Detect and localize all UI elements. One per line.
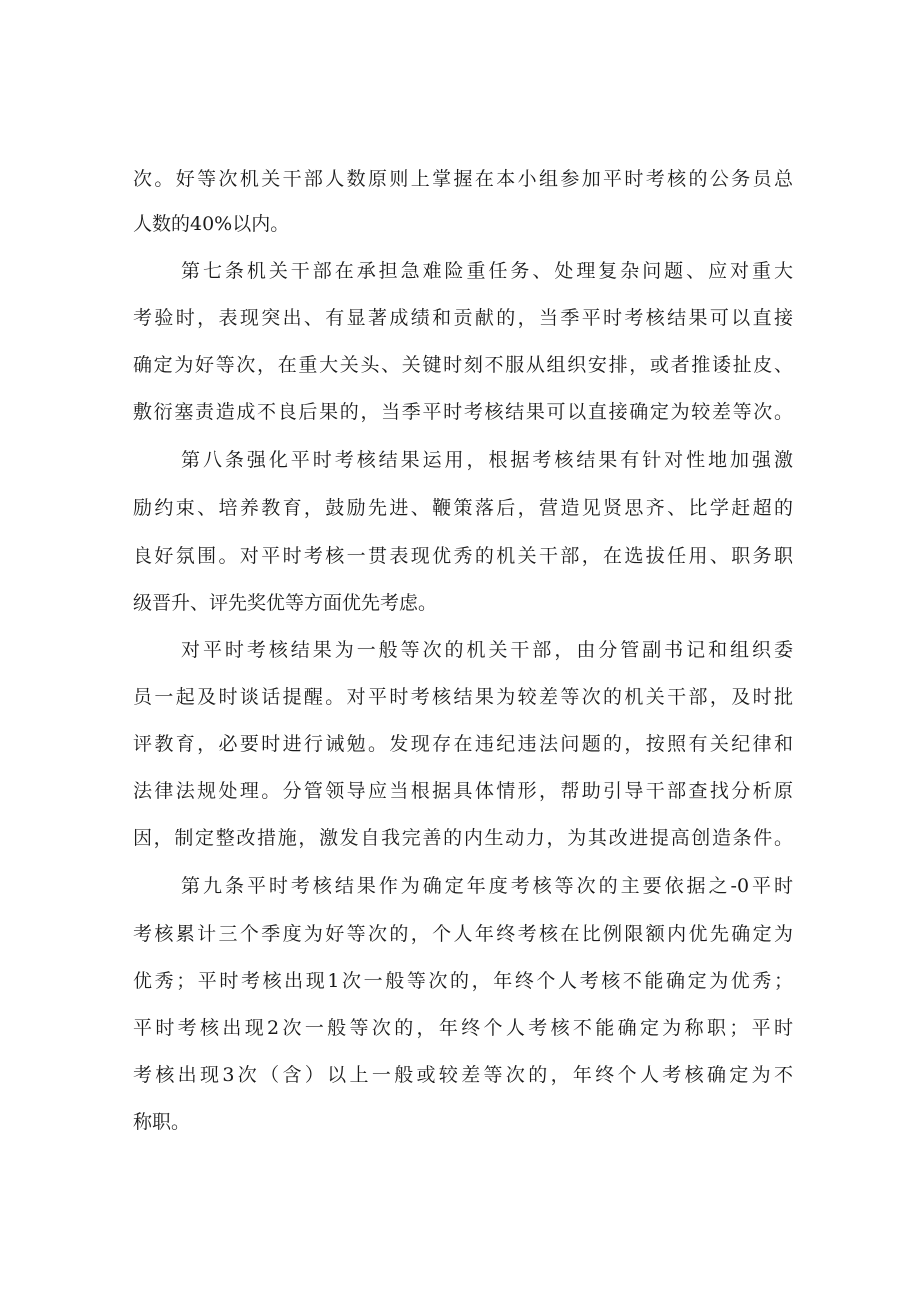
paragraph-line: 良好氛围。对平时考核一贯表现优秀的机关干部，在选拔任用、职务职 — [133, 545, 793, 567]
paragraph-line: 第八条强化平时考核结果运用，根据考核结果有针对性地加强激 — [181, 449, 793, 471]
paragraph-line: 第七条机关干部在承担急难险重任务、处理复杂问题、应对重大 — [181, 260, 793, 282]
paragraph-line: 考核累计三个季度为好等次的，个人年终考核在比例限额内优先确定为 — [133, 923, 793, 945]
paragraph-line: 第九条平时考核结果作为确定年度考核等次的主要依据之-0平时 — [181, 875, 793, 897]
paragraph-line: 级晋升、评先奖优等方面优先考虑。 — [133, 592, 438, 614]
paragraph-line: 评教育，必要时进行诫勉。发现存在违纪违法问题的，按照有关纪律和 — [133, 733, 793, 755]
paragraph-line: 平时考核出现2次一般等次的，年终个人考核不能确定为称职；平时 — [133, 1017, 793, 1039]
paragraph-line: 法律法规处理。分管领导应当根据具体情形，帮助引导干部查找分析原 — [133, 780, 793, 802]
paragraph-line: 励约束、培养教育，鼓励先进、鞭策落后，营造见贤思齐、比学赶超的 — [133, 497, 793, 519]
paragraph-line: 人数的40%以内。 — [133, 213, 290, 235]
paragraph-line: 考验时，表现突出、有显著成绩和贡献的，当季平时考核结果可以直接 — [133, 307, 793, 329]
paragraph-line: 次。好等次机关干部人数原则上掌握在本小组参加平时考核的公务员总 — [133, 168, 793, 190]
paragraph-line: 员一起及时谈话提醒。对平时考核结果为较差等次的机关干部，及时批 — [133, 686, 793, 708]
paragraph-line: 因，制定整改措施，激发自我完善的内生动力，为其改进提高创造条件。 — [133, 827, 793, 849]
paragraph-line: 确定为好等次，在重大关头、关键时刻不服从组织安排，或者推诿扯皮、 — [133, 354, 793, 376]
paragraph-line: 对平时考核结果为一般等次的机关干部，由分管副书记和组织委 — [181, 639, 793, 661]
paragraph-line: 称职。 — [133, 1111, 191, 1133]
paragraph-line: 敷衍塞责造成不良后果的，当季平时考核结果可以直接确定为较差等次。 — [133, 401, 793, 423]
paragraph-line: 考核出现3次（含）以上一般或较差等次的，年终个人考核确定为不 — [133, 1064, 793, 1086]
paragraph-line: 优秀；平时考核出现1次一般等次的，年终个人考核不能确定为优秀； — [133, 970, 793, 992]
